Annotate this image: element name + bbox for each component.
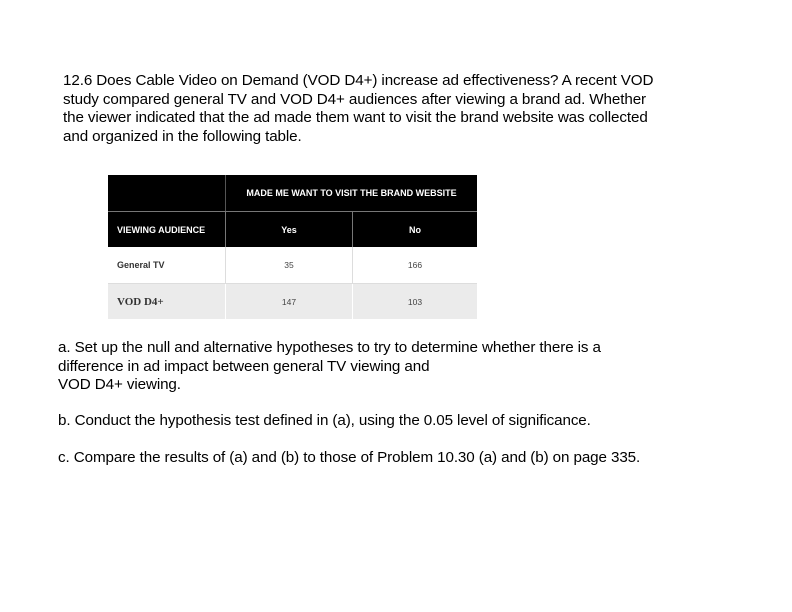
empty-header-cell xyxy=(108,175,225,211)
question-b-text: b. Conduct the hypothesis test defined in (a), using the 0.05 level of significance. xyxy=(58,412,591,429)
contingency-table xyxy=(108,175,477,317)
table-subheader-row xyxy=(108,211,477,247)
cell-yes: 147 xyxy=(225,284,352,319)
cell-yes: 35 xyxy=(225,247,352,283)
cell-no: 103 xyxy=(352,284,477,319)
problem-intro xyxy=(63,72,713,146)
question-a-line: difference in ad impact between general TV viewing and xyxy=(58,357,430,375)
row-label: General TV xyxy=(117,260,165,270)
col-no-header: No xyxy=(352,212,477,247)
intro-line: study compared general TV and VOD D4+ audiences after viewing a brand ad. Whether xyxy=(63,90,647,108)
intro-line: the viewer indicated that the ad made them want to visit the brand website was collected xyxy=(63,109,648,126)
question-c xyxy=(58,449,718,468)
question-b xyxy=(58,412,718,431)
table-header-row xyxy=(108,175,477,211)
intro-line: 12.6 Does Cable Video on Demand (VOD D4+) increase ad effectiveness? A recent VOD xyxy=(63,72,654,89)
col-yes-header: Yes xyxy=(225,212,352,247)
row-header-cell: VIEWING AUDIENCE xyxy=(117,224,206,235)
table-row xyxy=(108,284,477,319)
span-header-cell: MADE ME WANT TO VISIT THE BRAND WEBSITE xyxy=(225,175,477,211)
question-c-text: c. Compare the results of (a) and (b) to those of Problem 10.30 (a) and (b) on page 335. xyxy=(58,449,641,466)
question-a xyxy=(58,339,718,395)
table-row xyxy=(108,247,477,284)
question-a-line: VOD D4+ viewing. xyxy=(58,376,181,393)
cell-no: 166 xyxy=(352,247,477,283)
intro-line: and organized in the following table. xyxy=(63,127,302,145)
row-label: VOD D4+ xyxy=(117,295,164,308)
question-a-line: a. Set up the null and alternative hypotheses to try to determine whether there is a xyxy=(58,339,601,356)
